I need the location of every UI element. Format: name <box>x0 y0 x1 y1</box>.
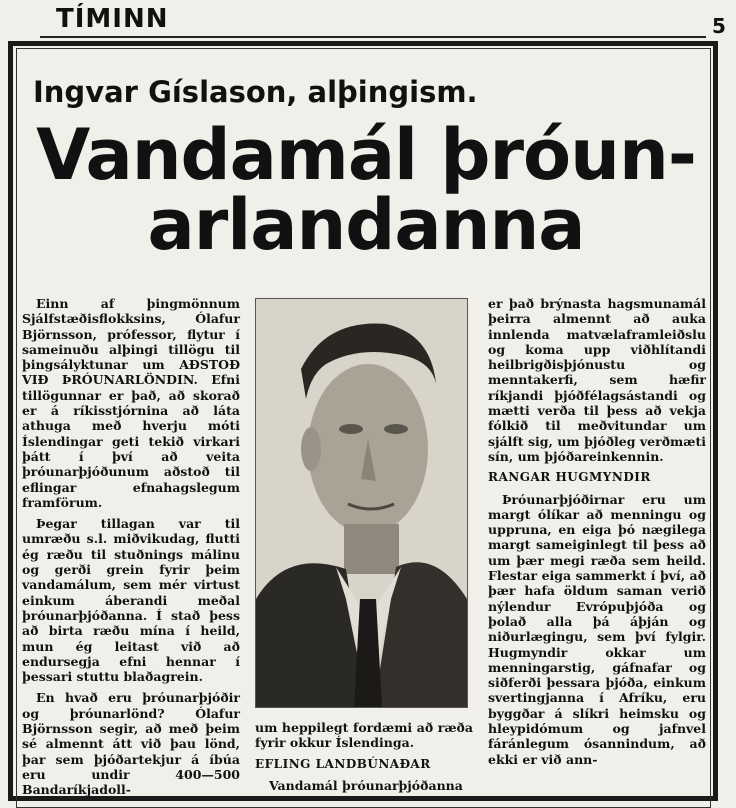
paragraph: Vandamál þróunarþjóðanna <box>269 777 463 793</box>
headline-line-1: Vandamál þróun- <box>36 114 696 196</box>
masthead-title: TÍMINN <box>56 4 169 34</box>
paragraph: Þegar tillagan var til umræðu s.l. miðvikudag, flutti ég ræðu til stuðnings málinu og gerði grein fyrir þeim vandamálum, sem mér virtust einkum áberandi meðal þróunarþjóðanna. Í stað þess að birta ræðu mína í heild, mun ég leitast við að endursegja efni hennar í þessari stuttu blaðagrein. <box>22 516 240 685</box>
section-subhead: EFLING LANDBÚNAÐAR <box>255 756 431 771</box>
paragraph: Þróunarþjóðirnar eru um margt ólíkar að menningu og uppruna, en eiga þó nægilega margt sameiginlegt til þess að um þær megi ræða sem heild. Flestar eiga sammerkt í því, að þær hafa öldum saman verið nýlendur Evrópuþjóða og þolað alla þá áþján og niðurlægingu, sem því fylgir. Hugmyndir okkar um menningarstig, gáfnafar og siðferði þessara þjóða, einkum svertingjanna í Afríku, eru byggðar á slíkri heimsku og hleypidómum og jafnvel fáránlegum ósannindum, að ekki er við ann- <box>488 491 706 767</box>
portrait-photo <box>255 298 468 708</box>
paragraph: En hvað eru þróunarþjóðir og þróunarlönd? Ólafur Björnsson segir, að með þeim sé almennt átt við þau lönd, þar sem þjóðartekjur á íbúa eru undir 400—500 Bandaríkjadoll- <box>22 690 240 798</box>
masthead-rule <box>40 36 706 38</box>
section-subhead: RANGAR HUGMYNDIR <box>488 470 651 485</box>
paragraph: um heppilegt fordæmi að ræða fyrir okkur Íslendinga. <box>255 720 473 751</box>
article-column-3 <box>488 296 706 773</box>
paragraph: Einn af þingmönnum Sjálfstæðisflokksins, Ólafur Björnsson, prófessor, flytur í sameinuðu alþingi tillögu til þingsályktunar um AÐSTOÐ VIÐ ÞRÓUNARLÖNDIN. Efni tillögunnar er það, að skorað er á ríkisstjórnina að láta athuga með hverju móti Íslendingar geti tekið virkari þátt í því að veita þróunarþjóðunum aðstoð til eflingar efnahagslegum framförum. <box>22 296 240 510</box>
portrait-icon <box>256 299 467 707</box>
headline-line-2: arlandanna <box>147 184 585 266</box>
article-headline <box>26 114 706 266</box>
article-byline: Ingvar Gíslason, alþingism. <box>33 75 478 109</box>
article-column-1 <box>22 296 240 804</box>
article-column-2 <box>255 720 473 799</box>
page-number: 5 <box>712 14 726 38</box>
paragraph: er það brýnasta hagsmunamál þeirra almennt að auka innlenda matvælaframleiðslu og koma upp viðhlítandi heilbrigðisþjónustu og menntakerfi, sem hæfir ríkjandi þjóðfélagsástandi og mætti verða til þess að vekja fólkið til meðvitundar um sjálft sig, um þjóðleg verðmæti sín, um þjóðareinkennin. <box>488 296 706 464</box>
